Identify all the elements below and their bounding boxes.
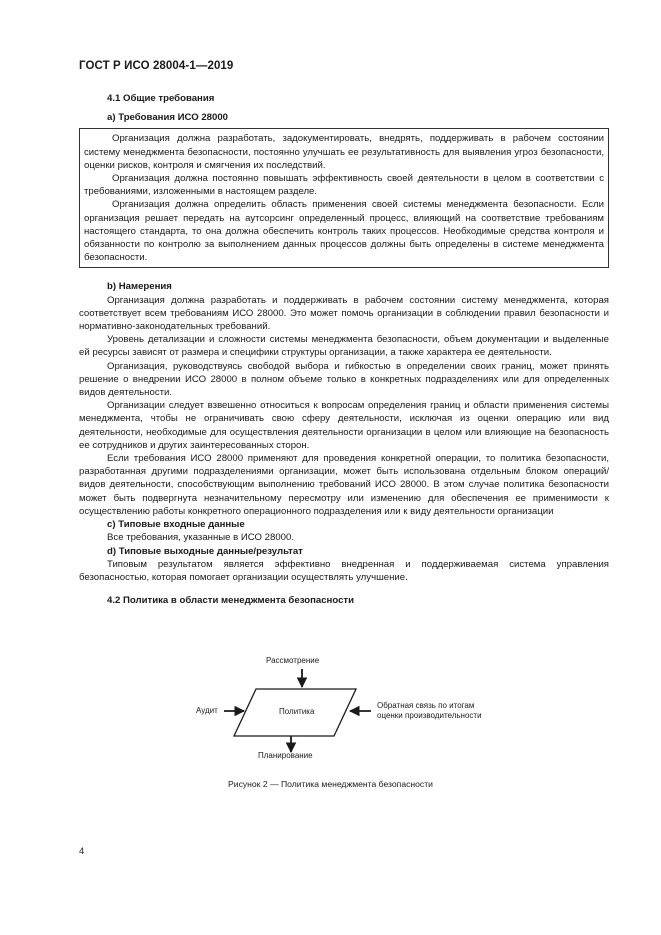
policy-label: Политика <box>279 707 315 716</box>
planning-label: Планирование <box>258 751 313 760</box>
box-paragraph: Организация должна разработать, задокументировать, внедрять, поддерживать в рабочем состоянии систему менеджмента безопасности, постоянно улучшать ее результативность для выявления угроз безопасности, оценки рисков, контроля и смягчения их последствий. <box>84 133 604 171</box>
subsection-d-title: d) Типовые выходные данные/результат <box>107 545 303 557</box>
iso-requirements-box <box>79 128 609 268</box>
intent-paragraph: Уровень детализации и сложности системы менеджмента безопасности, объем документации и выделенные ей ресурсы зависят от размера и специфики структуры организации, а также характера ее деятельности. <box>79 334 609 359</box>
section-4-1-title: 4.1 Общие требования <box>107 93 215 104</box>
policy-diagram <box>190 652 510 764</box>
inputs-paragraph: Все требования, указанные в ИСО 28000. <box>107 532 294 544</box>
box-paragraph: Организация должна определить область применения своей системы менеджмента безопасности. Если организация решает передать на аутсорсинг определенный процесс, влияющий на соответствие требованиям настоящего стандарта, то она должна обеспечить контроль таких процессов. Необходимые средства контроля и обязанности по контролю за выполнением данных процессов должны быть определены в системе менеджмента безопасности. <box>84 199 604 264</box>
intent-paragraph: Организации следует взвешенно относиться к вопросам определения границ и области применения системы менеджмента, чтобы не ограничивать свою сферу деятельности, исключая из оценки операцию или вид деятельности, необходимые для осуществления деятельности организации в целом или влияющие на безопасность ее сотрудников и других заинтересованных сторон. <box>79 400 609 451</box>
intent-paragraph: Если требования ИСО 28000 применяют для проведения конкретной операции, то политика безопасности, разработанная другими подразделениями организации, может быть использована отдельным блоком операций/видов деятельности, способствующим выполнению требований ИСО 28000. В этом случае политика безопасности может быть подвергнута незначительному пересмотру или изменению для обеспечения ее применимости к осуществлению работы конкретного операционного подразделения или к виду деятельности организации <box>79 453 609 517</box>
document-body <box>79 92 609 607</box>
feedback-label-line1: Обратная связь по итогам <box>377 701 475 710</box>
box-paragraph: Организация должна постоянно повышать эффективность своей деятельности в целом в соответствии с требованиями, изложенными в настоящем разделе. <box>84 173 604 198</box>
document-header: ГОСТ Р ИСО 28004-1—2019 <box>79 60 234 72</box>
outputs-paragraph: Типовым результатом является эффективно внедренная и поддерживаемая система управления безопасностью, которая помогает организации осуществлять улучшение. <box>79 558 609 583</box>
page-number: 4 <box>79 846 85 857</box>
figure-caption: Рисунок 2 — Политика менеджмента безопасности <box>228 779 433 789</box>
subsection-c-title: c) Типовые входные данные <box>107 519 245 531</box>
intent-paragraph: Организация должна разработать и поддерживать в рабочем состоянии систему менеджмента, которая соответствует всем требованиям ИСО 28000. Это может помочь организации в соблюдении правил безопасности и нормативно-законодательных требований. <box>79 294 609 333</box>
subsection-a-title: a) Требования ИСО 28000 <box>107 112 228 124</box>
section-4-2-title: 4.2 Политика в области менеджмента безопасности <box>107 595 355 607</box>
review-label: Рассмотрение <box>266 656 320 665</box>
subsection-b-title: b) Намерения <box>107 281 172 293</box>
feedback-label-line2: оценки производительности <box>377 711 482 720</box>
audit-label: Аудит <box>196 706 218 715</box>
intent-paragraph: Организация, руководствуясь свободой выбора и гибкостью в определении своих границ, может принять решение о внедрении ИСО 28000 в полном объеме только в конкретных подразделениях или для определенных видов деятельности. <box>79 360 609 399</box>
